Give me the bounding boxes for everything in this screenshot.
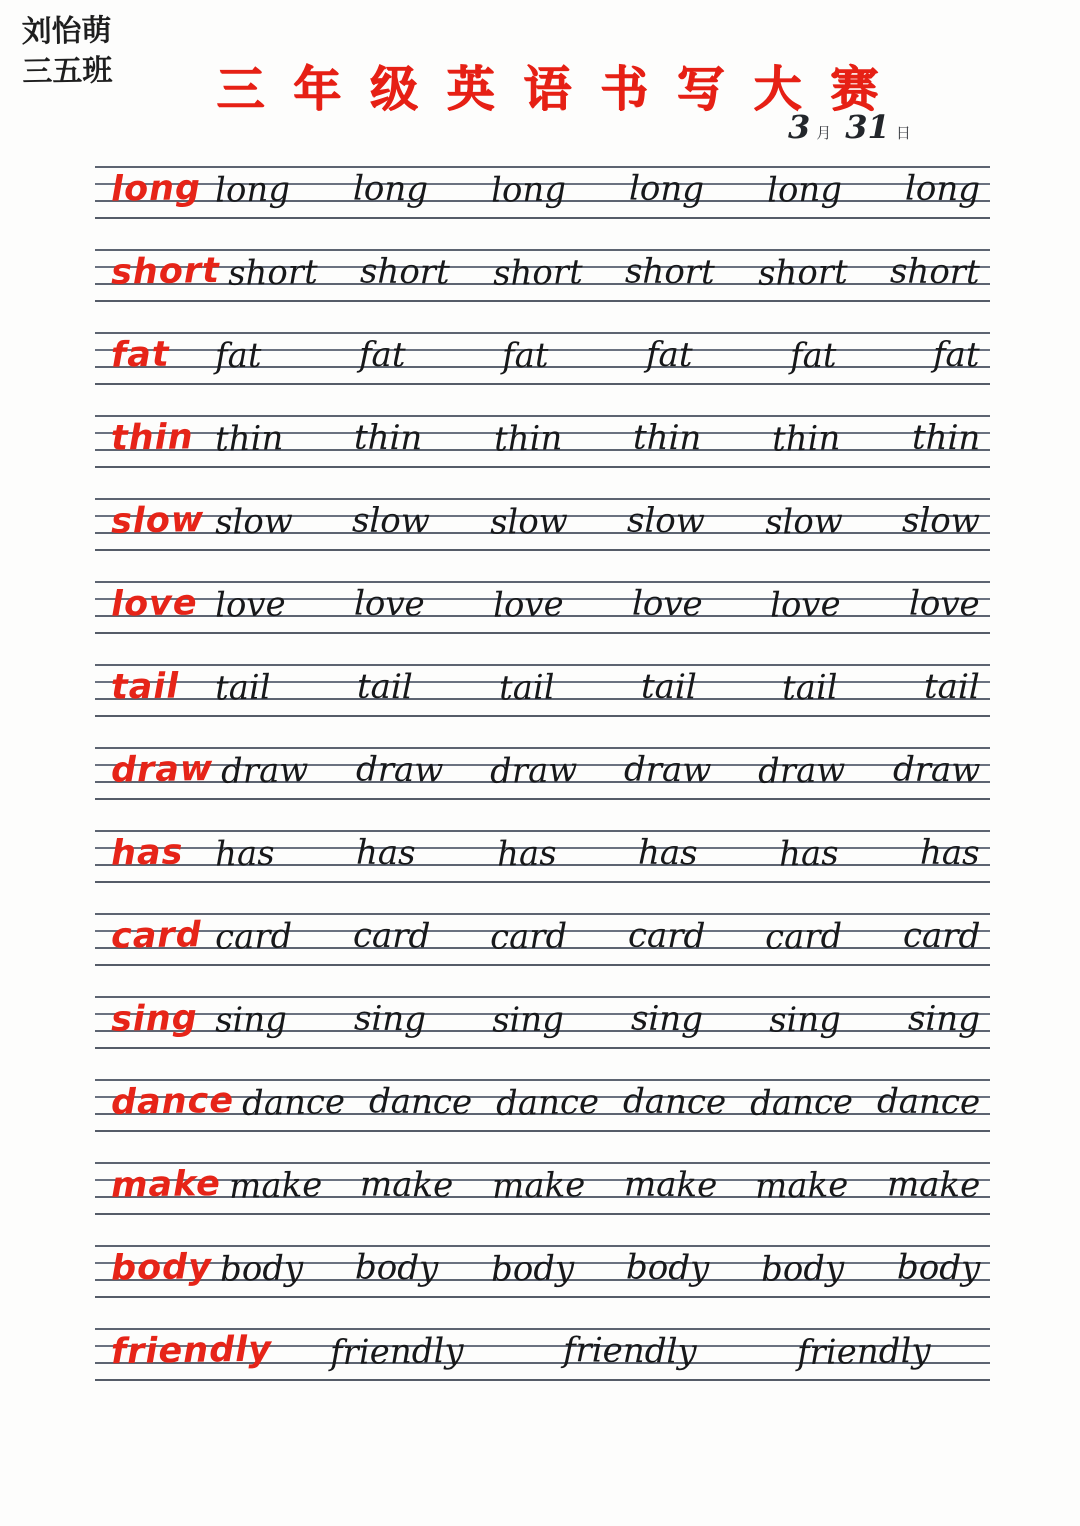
handwritten-copy: sing <box>630 998 704 1040</box>
handwritten-copy: long <box>214 169 291 211</box>
model-word: friendly <box>110 1329 273 1373</box>
handwritten-copy: long <box>766 169 843 211</box>
practice-row <box>95 1245 990 1297</box>
handwritten-copy: love <box>770 584 842 626</box>
handwritten-copy: dance <box>495 1082 600 1124</box>
handwritten-copy: has <box>637 832 699 874</box>
handwritten-copy: dance <box>241 1082 346 1124</box>
handwritten-copy: thin <box>354 417 423 459</box>
handwritten-copy: tail <box>640 666 697 708</box>
handwritten-copy: card <box>352 915 431 957</box>
row-words <box>95 573 990 635</box>
practice-row <box>95 249 990 301</box>
handwritten-copy: sing <box>491 999 565 1041</box>
copies-group <box>207 335 990 375</box>
handwritten-copy: tail <box>214 667 272 709</box>
handwritten-copy: body <box>219 1248 304 1290</box>
handwritten-copy: short <box>757 252 848 294</box>
copies-group <box>221 1165 990 1205</box>
copies-group <box>207 667 990 707</box>
handwritten-copy: dance <box>368 1081 473 1123</box>
model-word: short <box>110 250 221 293</box>
handwritten-copy: has <box>778 833 840 875</box>
copies-group <box>220 252 990 292</box>
practice-row <box>95 664 990 716</box>
student-info <box>21 11 112 93</box>
handwritten-copy: card <box>764 916 843 958</box>
model-word: slow <box>110 500 205 542</box>
model-word: card <box>110 915 203 957</box>
model-word: make <box>110 1163 222 1206</box>
model-word: thin <box>110 417 194 459</box>
model-word: has <box>110 832 184 874</box>
handwritten-copy: card <box>902 915 981 957</box>
handwritten-copy: draw <box>355 749 444 791</box>
date <box>788 108 925 146</box>
handwritten-copy: friendly <box>329 1330 464 1374</box>
handwritten-copy: draw <box>623 749 712 791</box>
handwritten-copy: long <box>490 169 567 211</box>
handwritten-copy: tail <box>924 666 981 708</box>
handwritten-copy: fat <box>214 335 262 377</box>
copies-group <box>207 418 990 458</box>
handwritten-copy: has <box>496 833 558 875</box>
handwritten-copy: love <box>909 583 981 625</box>
row-words <box>95 739 990 801</box>
handwritten-copy: make <box>491 1165 586 1207</box>
handwritten-copy: friendly <box>796 1330 931 1374</box>
handwritten-copy: thin <box>632 417 702 459</box>
practice-row <box>95 747 990 799</box>
copies-group <box>212 1248 990 1288</box>
row-words <box>95 1071 990 1133</box>
handwritten-copy: slow <box>352 500 431 542</box>
row-words <box>95 988 990 1050</box>
handwritten-copy: short <box>624 251 716 293</box>
practice-row <box>95 1162 990 1214</box>
practice-row <box>95 913 990 965</box>
handwritten-copy: thin <box>214 418 284 460</box>
handwritten-copy: love <box>492 584 564 626</box>
practice-row <box>95 498 990 550</box>
model-word: love <box>110 583 198 625</box>
copies-group <box>207 584 990 624</box>
practice-row <box>95 581 990 633</box>
handwritten-copy: slow <box>214 501 294 543</box>
copies-group <box>207 169 990 209</box>
handwritten-copy: long <box>904 168 981 210</box>
practice-row <box>95 332 990 384</box>
handwritten-copy: make <box>754 1165 849 1207</box>
handwritten-copy: slow <box>626 500 706 542</box>
handwritten-copy: tail <box>782 667 839 709</box>
student-name: 刘怡萌 <box>21 13 112 50</box>
row-words <box>95 324 990 386</box>
handwritten-copy: slow <box>764 501 843 543</box>
practice-row <box>95 1328 990 1380</box>
model-word: draw <box>110 748 214 791</box>
date-day: 31 <box>845 108 890 146</box>
practice-row <box>95 996 990 1048</box>
handwritten-copy: card <box>627 915 706 957</box>
handwritten-copy: short <box>889 251 981 293</box>
handwritten-copy: long <box>628 168 705 210</box>
handwritten-copy: short <box>492 252 583 294</box>
handwritten-copy: card <box>214 916 293 958</box>
row-words <box>95 905 990 967</box>
handwritten-copy: body <box>625 1247 710 1289</box>
row-words <box>95 656 990 718</box>
handwritten-copy: fat <box>358 334 406 376</box>
handwritten-copy: body <box>761 1248 845 1290</box>
handwritten-copy: friendly <box>562 1330 698 1372</box>
copies-group <box>207 501 990 541</box>
handwritten-copy: slow <box>489 501 569 543</box>
handwritten-copy: long <box>352 168 429 210</box>
handwritten-copy: make <box>228 1165 323 1207</box>
practice-row <box>95 830 990 882</box>
handwritten-copy: fat <box>789 335 837 377</box>
date-month-unit: 月 <box>816 124 832 142</box>
practice-row <box>95 1079 990 1131</box>
model-word: sing <box>110 998 199 1040</box>
handwritten-copy: tail <box>356 666 413 708</box>
handwritten-copy: make <box>623 1164 718 1206</box>
handwritten-copy: make <box>360 1164 454 1206</box>
row-words <box>95 158 990 220</box>
row-words <box>95 407 990 469</box>
row-words <box>95 1237 990 1299</box>
handwritten-copy: body <box>490 1248 575 1290</box>
handwritten-copy: dance <box>749 1082 854 1124</box>
handwritten-copy: sing <box>214 999 288 1041</box>
handwritten-copy: short <box>360 251 451 293</box>
copies-group <box>207 916 990 956</box>
model-word: body <box>110 1246 213 1289</box>
handwritten-copy: fat <box>502 335 550 377</box>
handwritten-copy: draw <box>489 750 578 792</box>
handwritten-copy: fat <box>933 334 981 376</box>
handwritten-copy: love <box>214 584 287 626</box>
copies-group <box>213 750 990 790</box>
handwritten-copy: tail <box>498 667 555 709</box>
handwritten-copy: has <box>355 832 416 874</box>
practice-row <box>95 166 990 218</box>
copies-group <box>207 999 990 1039</box>
handwritten-copy: sing <box>907 998 981 1040</box>
row-words <box>95 1320 990 1382</box>
handwritten-copy: thin <box>493 418 563 460</box>
practice-rows <box>95 166 990 1380</box>
copies-group <box>234 1082 990 1122</box>
handwritten-copy: has <box>214 833 275 875</box>
handwritten-copy: fat <box>645 334 693 376</box>
handwritten-copy: dance <box>622 1081 727 1123</box>
class-name: 三五班 <box>22 53 113 90</box>
handwritten-copy: sing <box>353 998 426 1040</box>
handwritten-copy: love <box>631 583 703 625</box>
copies-group <box>272 1330 990 1374</box>
date-month: 3 <box>788 108 811 146</box>
handwritten-copy: slow <box>901 500 981 542</box>
page-title: 三 年 级 英 语 书 写 大 赛 <box>216 61 884 117</box>
handwritten-copy: sing <box>769 999 842 1041</box>
handwritten-copy: card <box>489 916 568 958</box>
handwritten-copy: draw <box>220 750 310 792</box>
handwritten-copy: body <box>896 1247 981 1289</box>
copies-group <box>207 833 990 873</box>
row-words <box>95 822 990 884</box>
handwritten-copy: make <box>886 1164 981 1206</box>
row-words <box>95 490 990 552</box>
handwritten-copy: draw <box>758 750 847 792</box>
row-words <box>95 1154 990 1216</box>
handwritten-copy: thin <box>771 418 842 460</box>
model-word: fat <box>110 334 170 376</box>
model-word: long <box>110 168 202 210</box>
row-words <box>95 241 990 303</box>
handwritten-copy: has <box>920 832 981 874</box>
handwritten-copy: body <box>355 1247 439 1289</box>
date-day-unit: 日 <box>895 124 911 142</box>
practice-row <box>95 415 990 467</box>
handwritten-copy: dance <box>876 1081 981 1123</box>
model-word: dance <box>110 1080 235 1123</box>
handwritten-copy: short <box>227 252 318 294</box>
handwritten-copy: thin <box>911 417 981 459</box>
handwritten-copy: draw <box>892 749 981 791</box>
handwritten-copy: love <box>353 583 425 625</box>
model-word: tail <box>110 666 180 708</box>
